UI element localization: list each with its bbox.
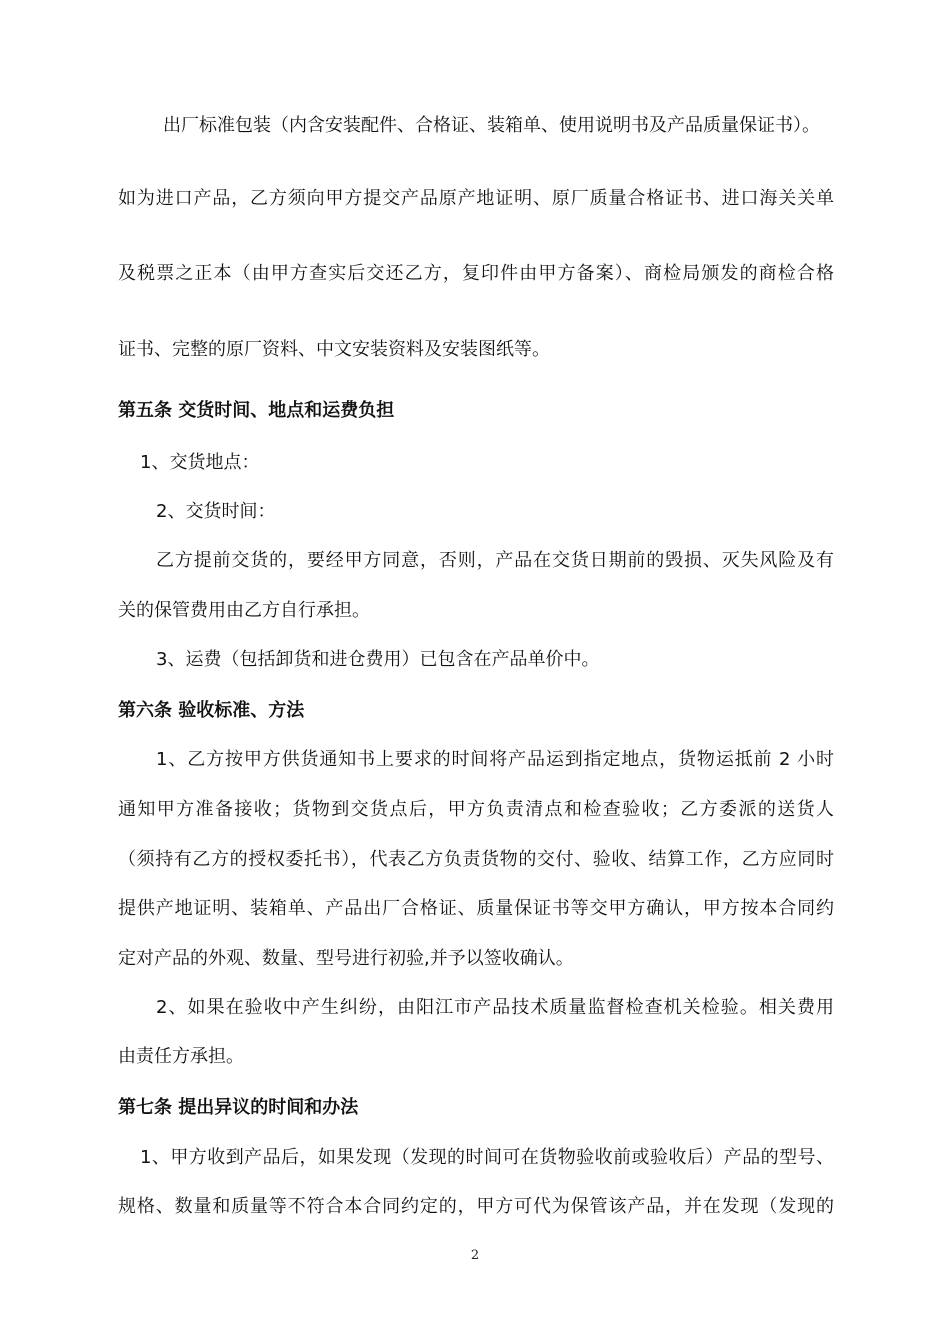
- list-item: 2、如果在验收中产生纠纷，由阳江市产品技术质量监督检查机关检验。相关费用: [156, 997, 834, 1018]
- paragraph-line: 出厂标准包装（内含安装配件、合格证、装箱单、使用说明书及产品质量保证书）。: [163, 115, 820, 136]
- paragraph-line: 乙方提前交货的，要经甲方同意，否则，产品在交货日期前的毁损、灭失风险及有: [156, 550, 834, 571]
- section-heading-7: 第七条 提出异议的时间和办法: [118, 1097, 359, 1118]
- paragraph-line: 证书、完整的原厂资料、中文安装资料及安装图纸等。: [118, 339, 550, 360]
- paragraph-line: 如为进口产品，乙方须向甲方提交产品原产地证明、原厂质量合格证书、进口海关关单: [118, 188, 834, 209]
- page-number: 2: [470, 1248, 480, 1263]
- paragraph-line: （须持有乙方的授权委托书），代表乙方负责货物的交付、验收、结算工作，乙方应同时: [118, 849, 834, 870]
- list-item: 1、甲方收到产品后，如果发现（发现的时间可在货物验收前或验收后）产品的型号、: [140, 1147, 834, 1168]
- paragraph-line: 由责任方承担。: [118, 1046, 244, 1067]
- paragraph-line: 规格、数量和质量等不符合本合同约定的，甲方可代为保管该产品，并在发现（发现的: [118, 1196, 834, 1217]
- list-item: 2、交货时间：: [156, 501, 276, 522]
- paragraph-line: 及税票之正本（由甲方查实后交还乙方，复印件由甲方备案）、商检局颁发的商检合格: [118, 263, 834, 284]
- list-item: 3、运费（包括卸货和进仓费用）已包含在产品单价中。: [156, 649, 600, 670]
- list-item: 1、交货地点：: [140, 452, 260, 473]
- section-heading-5: 第五条 交货时间、地点和运费负担: [118, 400, 395, 421]
- section-heading-6: 第六条 验收标准、方法: [118, 700, 305, 721]
- paragraph-line: 定对产品的外观、数量、型号进行初验,并予以签收确认。: [118, 948, 574, 969]
- paragraph-line: 关的保管费用由乙方自行承担。: [118, 600, 370, 621]
- paragraph-line: 提供产地证明、装箱单、产品出厂合格证、质量保证书等交甲方确认，甲方按本合同约: [118, 898, 834, 919]
- list-item: 1、乙方按甲方供货通知书上要求的时间将产品运到指定地点，货物运抵前 2 小时: [156, 749, 834, 770]
- paragraph-line: 通知甲方准备接收；货物到交货点后，甲方负责清点和检查验收；乙方委派的送货人: [118, 799, 834, 820]
